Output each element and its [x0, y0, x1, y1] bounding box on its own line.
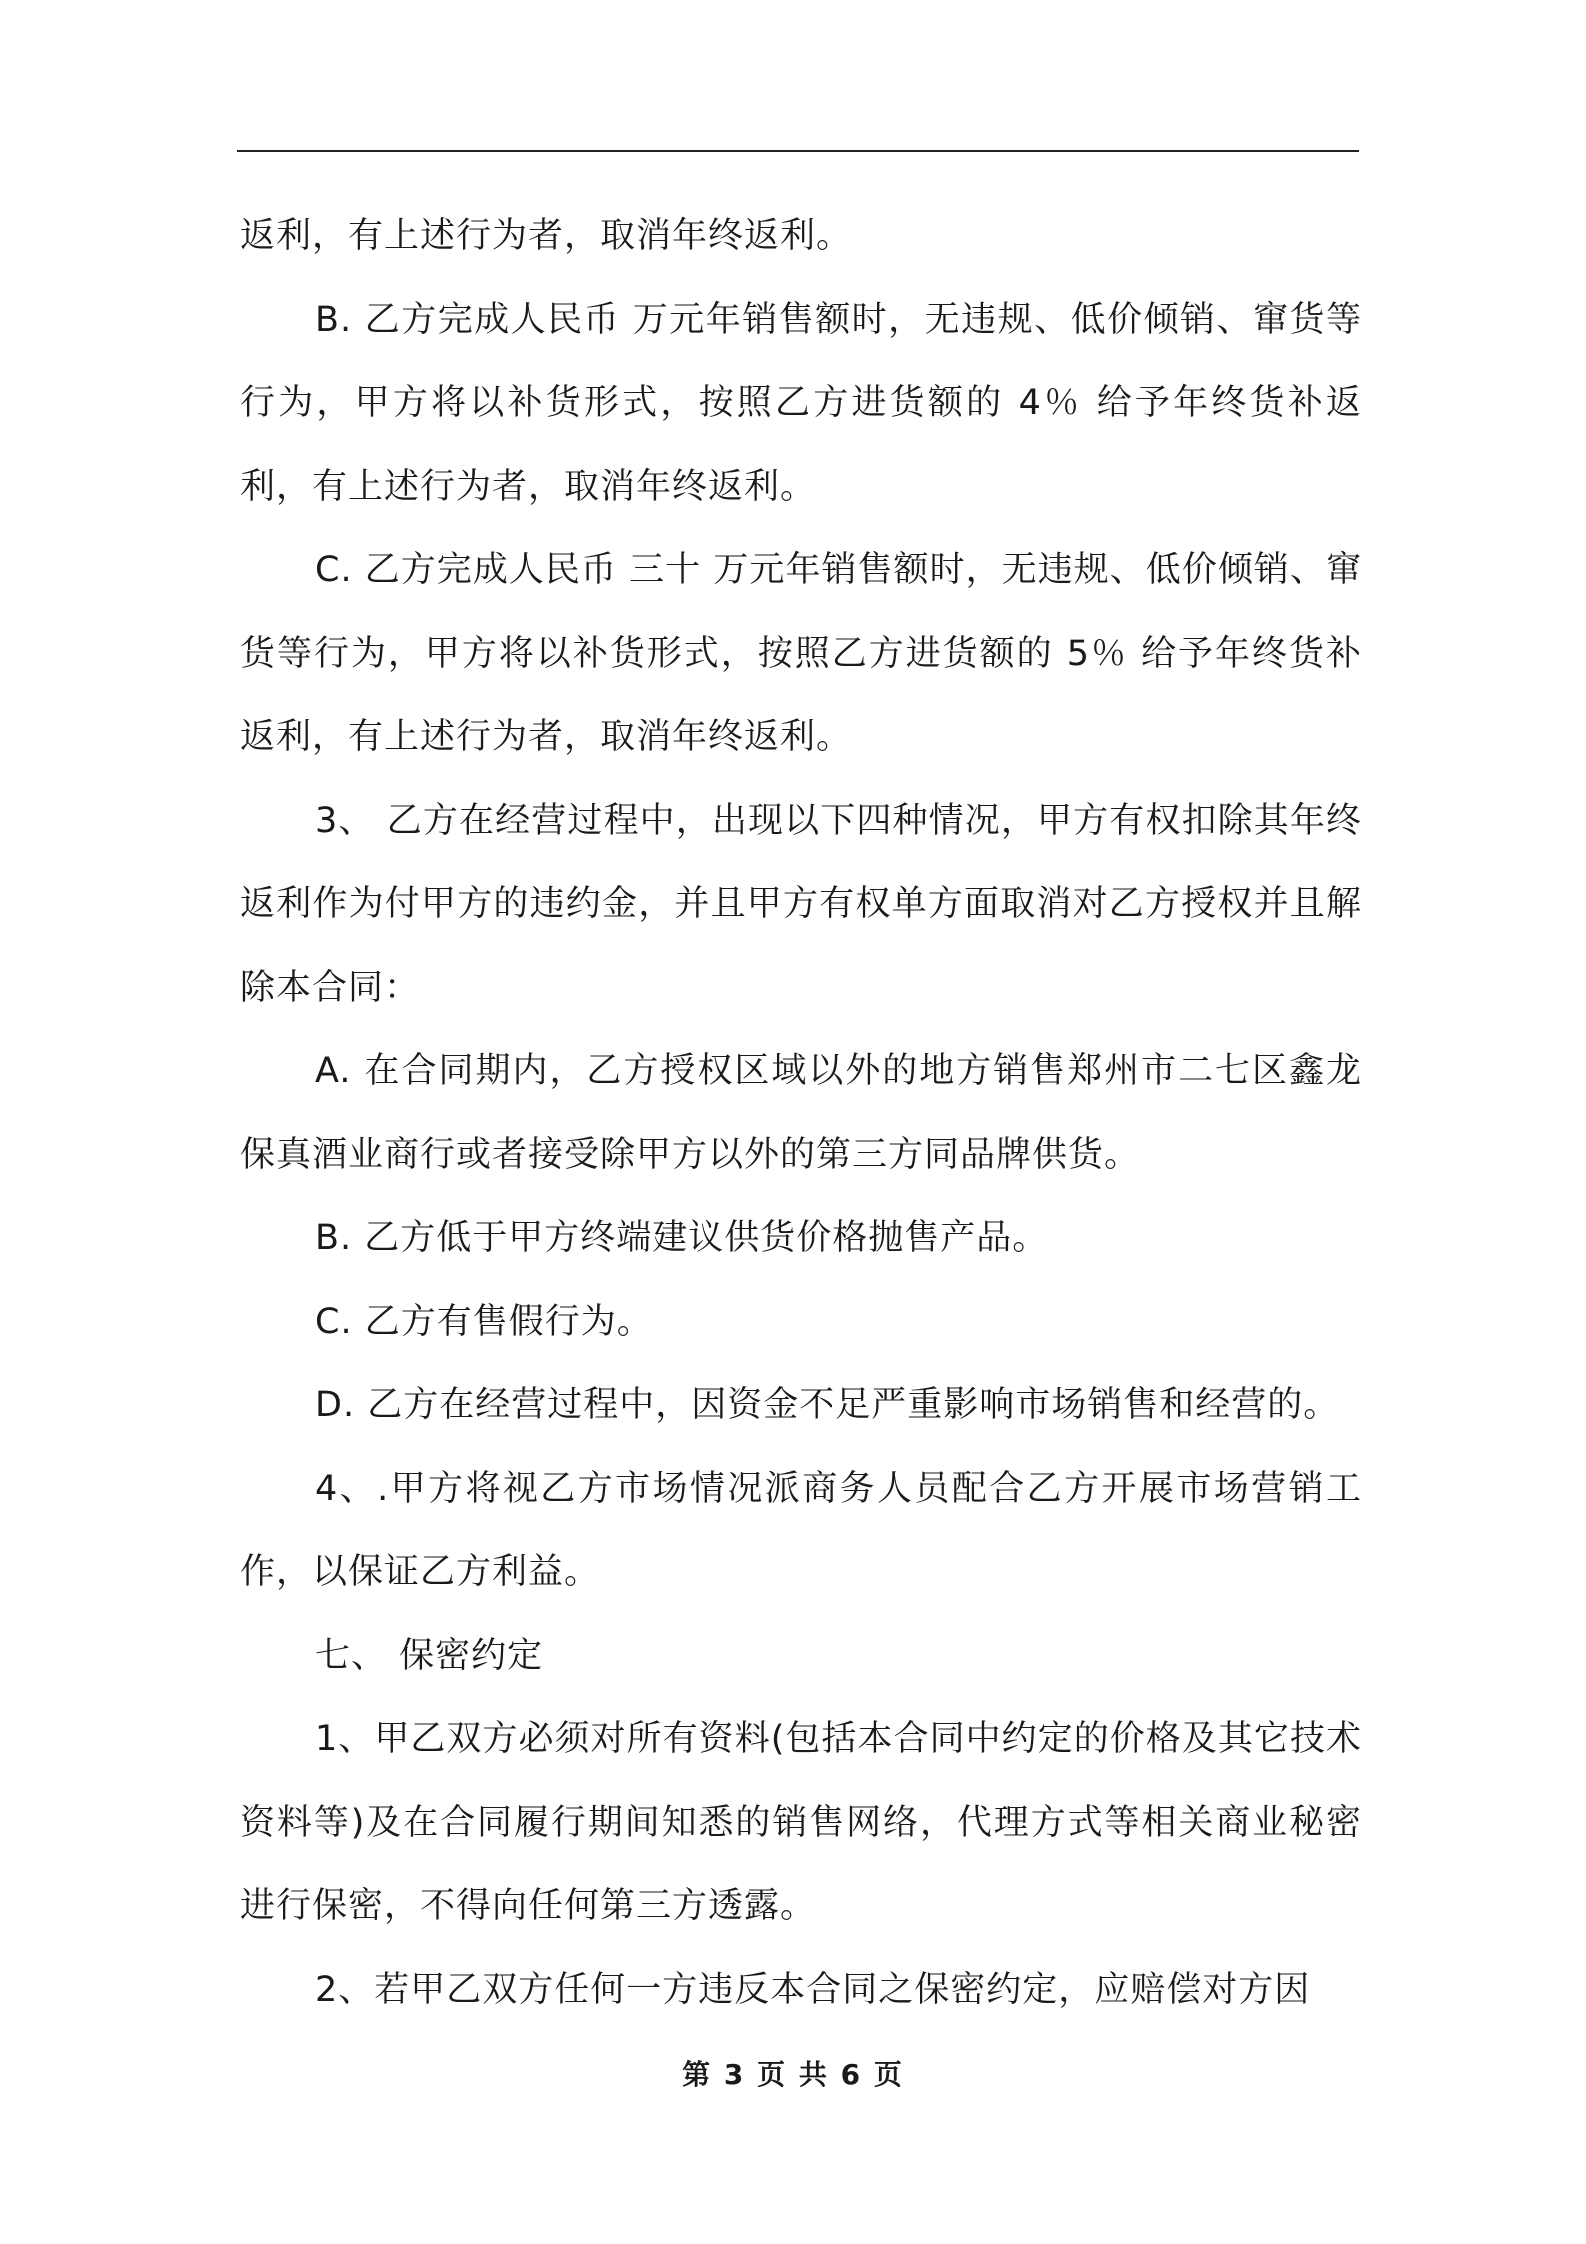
paragraph: 4、.甲方将视乙方市场情况派商务人员配合乙方开展市场营销工作，以保证乙方利益。 — [240, 1468, 1362, 1592]
section-heading: 七、 保密约定 — [315, 1635, 544, 1676]
paragraph: B. 乙方完成人民币 万元年销售额时，无违规、低价倾销、窜货等行为，甲方将以补货形式，按照乙方进货额的 4％ 给予年终货补返利，有上述行为者，取消年终返利。 — [240, 299, 1362, 507]
paragraph: D. 乙方在经营过程中，因资金不足严重影响市场销售和经营的。 — [315, 1385, 1340, 1425]
header-rule — [237, 150, 1359, 152]
page-number-footer: 第 3 页 共 6 页 — [682, 2058, 904, 2091]
paragraph: 3、 乙方在经营过程中，出现以下四种情况，甲方有权扣除其年终返利作为付甲方的违约金，并且甲方有权单方面取消对乙方授权并且解除本合同： — [240, 800, 1362, 1008]
paragraph: C. 乙方完成人民币 三十 万元年销售额时，无违规、低价倾销、窜货等行为，甲方将以补货形式，按照乙方进货额的 5％ 给予年终货补返利，有上述行为者，取消年终返利。 — [240, 550, 1362, 757]
paragraph: B. 乙方低于甲方终端建议供货价格抛售产品。 — [315, 1218, 1049, 1258]
paragraph: A. 在合同期内，乙方授权区域以外的地方销售郑州市二七区鑫龙保真酒业商行或者接受除甲方以外的第三方同品牌供货。 — [240, 1051, 1362, 1175]
paragraph: 1、甲乙双方必须对所有资料(包括本合同中约定的价格及其它技术资料等)及在合同履行期间知悉的销售网络，代理方式等相关商业秘密进行保密，不得向任何第三方透露。 — [240, 1719, 1362, 1926]
paragraph: 2、若甲乙双方任何一方违反本合同之保密约定，应赔偿对方因 — [315, 1969, 1311, 2010]
paragraph: C. 乙方有售假行为。 — [315, 1301, 653, 1342]
document-body — [240, 195, 1362, 2032]
paragraph: 返利，有上述行为者，取消年终返利。 — [240, 216, 853, 256]
